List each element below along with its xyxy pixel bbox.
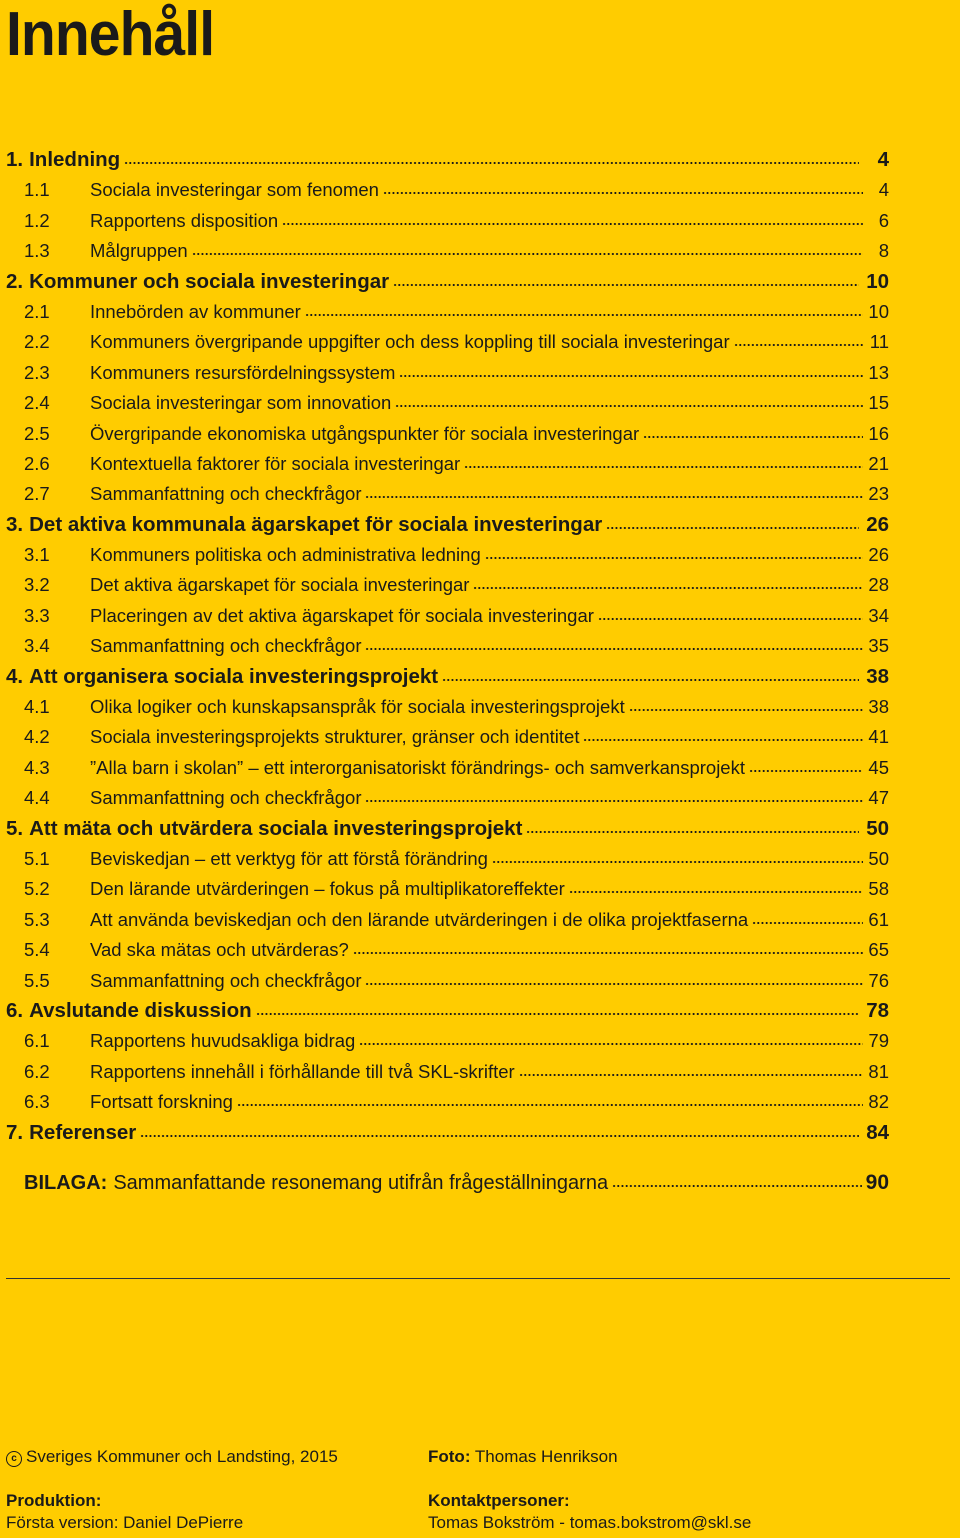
- toc-label: Sociala investeringar som fenomen: [90, 179, 379, 201]
- toc-number: 5.1: [24, 847, 50, 869]
- toc-number: 3.: [6, 512, 24, 536]
- toc-number: 3.2: [24, 574, 50, 596]
- toc-page-number: 38: [868, 696, 889, 718]
- toc-label: Sammanfattning och checkfrågor: [90, 483, 362, 505]
- toc-section[interactable]: [6, 358, 889, 388]
- dot-leader: [353, 950, 863, 956]
- dot-leader: [383, 190, 863, 196]
- toc-label: Inledning: [29, 148, 121, 171]
- dot-leader: [442, 677, 859, 683]
- dot-leader: [598, 616, 863, 622]
- toc-label: Referenser: [29, 1120, 137, 1144]
- toc-section[interactable]: [6, 783, 889, 813]
- toc-page-number: 84: [866, 1120, 889, 1144]
- toc-chapter[interactable]: [6, 145, 889, 175]
- toc-page-number: 82: [868, 1091, 889, 1113]
- photo-value: Thomas Henrikson: [474, 1447, 618, 1466]
- toc-label: Övergripande ekonomiska utgångspunkter för sociala investeringar: [90, 422, 640, 444]
- toc-section[interactable]: [6, 175, 889, 205]
- dot-leader: [473, 585, 863, 591]
- toc-page-number: 16: [868, 422, 889, 444]
- toc-label: Sociala investeringar som innovation: [90, 392, 392, 414]
- dot-leader: [612, 1183, 862, 1189]
- toc-chapter[interactable]: [6, 1118, 889, 1148]
- toc-section[interactable]: [6, 236, 889, 266]
- toc-label: Fortsatt forskning: [90, 1091, 233, 1113]
- toc-page-number: 15: [868, 392, 889, 414]
- toc-page-number: 21: [868, 452, 889, 474]
- dot-leader: [365, 646, 863, 652]
- dot-leader: [569, 889, 863, 895]
- dot-leader: [734, 342, 863, 348]
- toc-section[interactable]: [6, 753, 889, 783]
- toc-number: 2.4: [24, 392, 50, 414]
- toc-number: 2.: [6, 269, 24, 293]
- dot-leader: [485, 555, 863, 561]
- toc-number: 4.3: [24, 756, 50, 778]
- toc-label: Placeringen av det aktiva ägarskapet för sociala investeringar: [90, 604, 594, 626]
- toc-label: Kommuner och sociala investeringar: [29, 269, 390, 293]
- toc-section[interactable]: [6, 874, 889, 904]
- toc-section[interactable]: [6, 297, 889, 327]
- toc-page-number: 4: [878, 179, 889, 201]
- toc-number: 6.2: [24, 1060, 50, 1082]
- toc-page-number: 28: [868, 574, 889, 596]
- toc-page-number: 4: [877, 148, 889, 171]
- toc-page-number: 11: [869, 331, 889, 353]
- copyright-icon: c: [6, 1451, 22, 1467]
- toc-label: Innebörden av kommuner: [90, 300, 301, 322]
- toc-label: Det aktiva ägarskapet för sociala investeringar: [90, 574, 470, 596]
- toc-page-number: 38: [866, 664, 889, 688]
- page-title: Innehåll: [6, 0, 215, 69]
- dot-leader: [365, 798, 863, 804]
- toc-number: 2.6: [24, 452, 50, 474]
- dot-leader: [365, 494, 863, 500]
- toc-label: Olika logiker och kunskapsanspråk för sociala investeringsprojekt: [90, 696, 625, 718]
- photo-label: Foto:: [428, 1447, 471, 1466]
- toc-page-number: 61: [868, 908, 889, 930]
- toc-chapter[interactable]: [6, 996, 889, 1026]
- toc-page-number: 23: [868, 483, 889, 505]
- toc-section[interactable]: [6, 1087, 889, 1117]
- toc-label: Avslutande diskussion: [29, 998, 252, 1022]
- dot-leader: [629, 707, 863, 713]
- toc-page-number: 50: [868, 847, 889, 869]
- toc-number: 5.5: [24, 969, 50, 991]
- toc-number: 5.4: [24, 939, 50, 961]
- toc-number: 2.2: [24, 331, 50, 353]
- toc-label: Rapportens disposition: [90, 209, 279, 231]
- dot-leader: [365, 981, 863, 987]
- toc-page-number: 6: [878, 209, 889, 231]
- toc-label: Sammanfattning och checkfrågor: [90, 787, 362, 809]
- dot-leader: [606, 525, 859, 531]
- toc-section[interactable]: [6, 388, 889, 418]
- toc-label: ”Alla barn i skolan” – ett interorganisatoriskt förändrings- och samverkansprojekt: [90, 756, 745, 778]
- toc-number: 6.3: [24, 1091, 50, 1113]
- dot-leader: [752, 920, 863, 926]
- toc-label: Kontextuella faktorer för sociala investeringar: [90, 452, 461, 474]
- toc-chapter[interactable]: [6, 267, 889, 297]
- contact-value: Tomas Bokström - tomas.bokstrom@skl.se: [428, 1513, 752, 1532]
- toc-chapter[interactable]: [6, 662, 889, 692]
- dot-leader: [393, 282, 859, 288]
- toc-label: Sociala investeringsprojekts strukturer, gränser och identitet: [90, 726, 580, 748]
- toc-page-number: 35: [868, 635, 889, 657]
- toc-number: 3.4: [24, 635, 50, 657]
- toc-number: 4.4: [24, 787, 50, 809]
- toc-page-number: 50: [866, 816, 889, 840]
- toc-number: 3.1: [24, 544, 50, 566]
- toc-page-number: 58: [868, 878, 889, 900]
- toc-number: 4.1: [24, 696, 50, 718]
- toc-page-number: 41: [868, 726, 889, 748]
- toc-section[interactable]: [6, 905, 889, 935]
- toc-section[interactable]: [6, 966, 889, 996]
- toc-label: Sammanfattning och checkfrågor: [90, 969, 362, 991]
- dot-leader: [519, 1072, 863, 1078]
- toc-section[interactable]: [6, 601, 889, 631]
- contact-label: Kontaktpersoner:: [428, 1491, 570, 1510]
- toc-label: Sammanfattande resonemang utifrån frågeställningarna: [113, 1171, 609, 1194]
- production-label: Produktion:: [6, 1491, 102, 1510]
- dot-leader: [237, 1102, 863, 1108]
- toc-chapter[interactable]: [6, 814, 889, 844]
- toc-label: Målgruppen: [90, 240, 188, 262]
- toc-number: 4.: [6, 664, 24, 688]
- toc-section[interactable]: [6, 327, 889, 357]
- toc-label: Rapportens huvudsakliga bidrag: [90, 1030, 356, 1052]
- toc-section[interactable]: [6, 692, 889, 722]
- toc-page-number: 76: [868, 969, 889, 991]
- toc-section[interactable]: [6, 844, 889, 874]
- toc-label: Det aktiva kommunala ägarskapet för sociala investeringar: [29, 512, 603, 536]
- dot-leader: [749, 768, 863, 774]
- dot-leader: [282, 221, 863, 227]
- toc-page-number: 78: [866, 998, 889, 1022]
- toc-page-number: 47: [868, 787, 889, 809]
- toc-number: 5.: [6, 816, 24, 840]
- toc-label: Att organisera sociala investeringsprojekt: [29, 664, 439, 688]
- toc-number: 6.: [6, 998, 24, 1022]
- toc-page-number: 26: [868, 544, 889, 566]
- toc-page-number: 79: [868, 1030, 889, 1052]
- dot-leader: [192, 251, 863, 257]
- toc-number: 2.3: [24, 361, 50, 383]
- dot-leader: [140, 1133, 859, 1139]
- toc-number: 7.: [6, 1120, 24, 1144]
- photo-credit: [428, 1446, 618, 1468]
- toc-label: Vad ska mätas och utvärderas?: [90, 939, 349, 961]
- toc-label: Sammanfattning och checkfrågor: [90, 635, 362, 657]
- toc-number: 2.7: [24, 483, 50, 505]
- dot-leader: [399, 373, 863, 379]
- toc-number: 3.3: [24, 604, 50, 626]
- dot-leader: [492, 859, 863, 865]
- dot-leader: [305, 312, 863, 318]
- dot-leader: [124, 160, 859, 166]
- copyright-text: Sveriges Kommuner och Landsting, 2015: [26, 1447, 338, 1466]
- toc-label: Rapportens innehåll i förhållande till två SKL-skrifter: [90, 1060, 515, 1082]
- toc-section[interactable]: [6, 419, 889, 449]
- toc-number: 2.5: [24, 422, 50, 444]
- toc-section[interactable]: [6, 206, 889, 236]
- toc-number: 6.1: [24, 1030, 50, 1052]
- toc-page-number: 10: [868, 300, 889, 322]
- toc-number: 1.: [6, 148, 24, 171]
- toc-section[interactable]: [6, 1026, 889, 1056]
- toc-number: 1.1: [24, 179, 50, 201]
- production-value: Första version: Daniel DePierre: [6, 1513, 244, 1532]
- dot-leader: [256, 1011, 859, 1017]
- appendix-heading: BILAGA:: [24, 1171, 108, 1194]
- table-of-contents: [6, 145, 889, 1198]
- dot-leader: [583, 737, 863, 743]
- contact-credit: [428, 1490, 751, 1534]
- toc-number: 2.1: [24, 300, 50, 322]
- toc-label: Att använda beviskedjan och den lärande utvärderingen i de olika projektfaserna: [90, 908, 749, 930]
- toc-appendix[interactable]: [6, 1168, 889, 1198]
- production-credit: [6, 1490, 243, 1534]
- toc-page-number: 13: [868, 361, 889, 383]
- toc-section[interactable]: [6, 722, 889, 752]
- toc-label: Att mäta och utvärdera sociala investeringsprojekt: [29, 816, 523, 840]
- toc-chapter[interactable]: [6, 510, 889, 540]
- toc-number: 5.3: [24, 908, 50, 930]
- divider: [6, 1278, 950, 1279]
- toc-label: Den lärande utvärderingen – fokus på multiplikatoreffekter: [90, 878, 565, 900]
- toc-section[interactable]: [6, 540, 889, 570]
- toc-label: Kommuners övergripande uppgifter och dess koppling till sociala investeringar: [90, 331, 730, 353]
- toc-section[interactable]: [6, 570, 889, 600]
- dot-leader: [643, 434, 863, 440]
- toc-number: 1.2: [24, 209, 50, 231]
- dot-leader: [359, 1041, 863, 1047]
- dot-leader: [526, 829, 859, 835]
- toc-section[interactable]: [6, 449, 889, 479]
- dot-leader: [464, 464, 863, 470]
- toc-section[interactable]: [6, 935, 889, 965]
- toc-number: 1.3: [24, 240, 50, 262]
- toc-section[interactable]: [6, 631, 889, 661]
- toc-section[interactable]: [6, 1057, 889, 1087]
- toc-page-number: 26: [866, 512, 889, 536]
- toc-label: Kommuners resursfördelningssystem: [90, 361, 396, 383]
- toc-number: 5.2: [24, 878, 50, 900]
- toc-page-number: 81: [868, 1060, 889, 1082]
- toc-page-number: 45: [868, 756, 889, 778]
- toc-page-number: 34: [868, 604, 889, 626]
- dot-leader: [395, 403, 863, 409]
- toc-label: Kommuners politiska och administrativa ledning: [90, 544, 481, 566]
- toc-page-number: 8: [878, 240, 889, 262]
- toc-page-number: 90: [865, 1170, 889, 1194]
- toc-label: Beviskedjan – ett verktyg för att förstå förändring: [90, 847, 488, 869]
- toc-page-number: 10: [866, 269, 889, 293]
- toc-number: 4.2: [24, 726, 50, 748]
- toc-page-number: 65: [868, 939, 889, 961]
- copyright-line: [6, 1446, 338, 1468]
- toc-section[interactable]: [6, 479, 889, 509]
